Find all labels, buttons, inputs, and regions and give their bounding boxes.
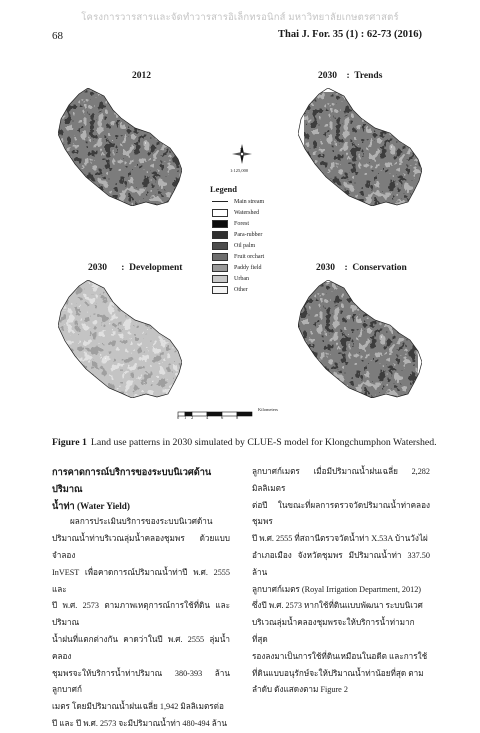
legend-swatch (212, 220, 228, 228)
left-text-column (52, 464, 230, 733)
journal-citation: Thai J. For. 35 (1) : 62-73 (2016) (278, 29, 422, 40)
legend-label: Oil palm (234, 242, 256, 249)
north-label: N (240, 147, 244, 152)
legend (212, 196, 264, 295)
legend-item-forest (212, 218, 264, 229)
body-line: น้ำฝนที่แตกต่างกัน คาดว่าในปี พ.ศ. 2555 ลุ่มน้ำคลอง (52, 634, 230, 661)
legend-item-main-stream (212, 196, 264, 207)
scale-tick-0: 0 (177, 415, 180, 420)
figure-caption-text: Land use patterns in 2030 simulated by CLUE-S model for Klongchumphon Watershed. (90, 437, 437, 448)
map-title-trends: 2030 : Trends (318, 71, 383, 81)
map-title-conservation: 2030 : Conservation (316, 263, 407, 273)
scale-bar (177, 406, 257, 424)
scale-ratio: 1:125,000 (230, 168, 249, 173)
body-line: อำเภอเมือง จังหวัดชุมพร มีปริมาณน้ำท่า 337.50 ล้าน (252, 550, 430, 577)
figure-label: Figure 1 (52, 437, 87, 448)
legend-item-paddy-field (212, 262, 264, 273)
body-line: ปี พ.ศ. 2555 ที่สถานีตรวจวัดน้ำท่า X.53A บ้านวังไผ่ (252, 534, 428, 544)
scale-tick-6: 6 (221, 415, 224, 420)
scale-bar-graphic (177, 411, 257, 419)
page-number: 68 (52, 30, 63, 42)
legend-swatch (212, 286, 228, 294)
legend-label: Para-rubber (234, 231, 263, 238)
body-line: InVEST เพื่อคาดการณ์ปริมาณน้ำท่าปี พ.ศ. 2555 และ (52, 567, 230, 594)
body-line: ต่อปี ในขณะที่ผลการตรวจวัดปริมาณน้ำท่าคลองชุมพร (252, 500, 430, 527)
legend-item-urban (212, 273, 264, 284)
body-line: เมตร โดยมีปริมาณน้ำฝนเฉลี่ย 1,942 มิลลิเมตรต่อ (52, 702, 224, 712)
legend-item-fruit-orchart (212, 251, 264, 262)
legend-item-other (212, 284, 264, 295)
scale-tick-8: 8 (236, 415, 239, 420)
legend-item-watershed (212, 207, 264, 218)
legend-label: Fruit orchart (234, 253, 265, 260)
legend-swatch (212, 253, 228, 261)
scale-tick-2: 2 (191, 415, 194, 420)
body-line: รองลงมาเป็นการใช้ที่ดินเหมือนในอดีต และการใช้ (252, 651, 428, 661)
map-title-development: 2030 : Development (88, 263, 183, 273)
legend-title: Legend (210, 184, 237, 194)
legend-label: Forest (234, 220, 249, 227)
legend-swatch (212, 201, 228, 202)
land-use-map-2030-conservation (298, 280, 422, 398)
land-use-map-2012 (58, 88, 182, 206)
body-line: ซึ่งปี พ.ศ. 2573 หากใช้ที่ดินแบบพัฒนา ระบบนิเวศ (252, 601, 423, 611)
legend-label: Main stream (234, 198, 265, 205)
scale-unit: Kilometers (258, 407, 278, 412)
legend-swatch (212, 242, 228, 250)
body-line: ผลการประเมินบริการของระบบนิเวศด้าน (70, 517, 213, 527)
legend-label: Paddy field (234, 264, 262, 271)
scale-tick-4: 4 (206, 415, 209, 420)
body-line: ปี และ ปี พ.ศ. 2573 จะมีปริมาณน้ำท่า 480-494 ล้าน (52, 718, 227, 728)
scale-tick-1: 1 (184, 415, 187, 420)
legend-swatch (212, 231, 228, 239)
legend-label: Watershed (234, 209, 260, 216)
land-use-map-2030-development (58, 280, 182, 398)
body-line: ลำดับ ดังแสดงตาม Figure 2 (252, 685, 348, 695)
body-line: ปี พ.ศ. 2573 ตามภาพเหตุการณ์การใช้ที่ดิน และปริมาณ (52, 601, 230, 628)
body-line: ปริมาณน้ำท่าบริเวณลุ่มน้ำคลองชุมพร ด้วยแบบจำลอง (52, 534, 230, 560)
legend-swatch (212, 264, 228, 272)
legend-label: Other (234, 286, 248, 293)
repository-watermark: โครงการวารสารและจัดทำวารสารอิเล็กทรอนิกส์ มหาวิทยาลัยเกษตรศาสตร์ (81, 13, 399, 23)
map-title-2012: 2012 (132, 71, 151, 81)
legend-swatch (212, 209, 228, 217)
body-line: ลูกบาศก์เมตร เมื่อมีปริมาณน้ำฝนเฉลี่ย 2,282 มิลลิเมตร (252, 467, 430, 493)
body-line: ลูกบาศก์เมตร (Royal Irrigation Department, 2012) (252, 584, 422, 594)
land-use-map-2030-trends (298, 88, 422, 206)
figure-caption (52, 437, 442, 448)
legend-label: Urban (234, 275, 249, 282)
legend-item-para-rubber (212, 229, 264, 240)
body-line: บริเวณลุ่มน้ำคลองชุมพรจะให้บริการน้ำท่ามากที่สุด (252, 618, 415, 644)
body-line: ชุมพรจะให้บริการน้ำท่าปริมาณ 380-393 ล้านลูกบาศก์ (52, 668, 230, 695)
section-heading-line-2: น้ำท่า (Water Yield) (52, 500, 130, 511)
legend-item-oil-palm (212, 240, 264, 251)
section-heading-line-1: การคาดการณ์บริการของระบบนิเวศด้านปริมาณ (52, 467, 212, 494)
body-line: ที่ดินแบบอนุรักษ์จะให้ปริมาณน้ำท่าน้อยที่สุด ตาม (252, 668, 424, 678)
legend-swatch (212, 275, 228, 283)
